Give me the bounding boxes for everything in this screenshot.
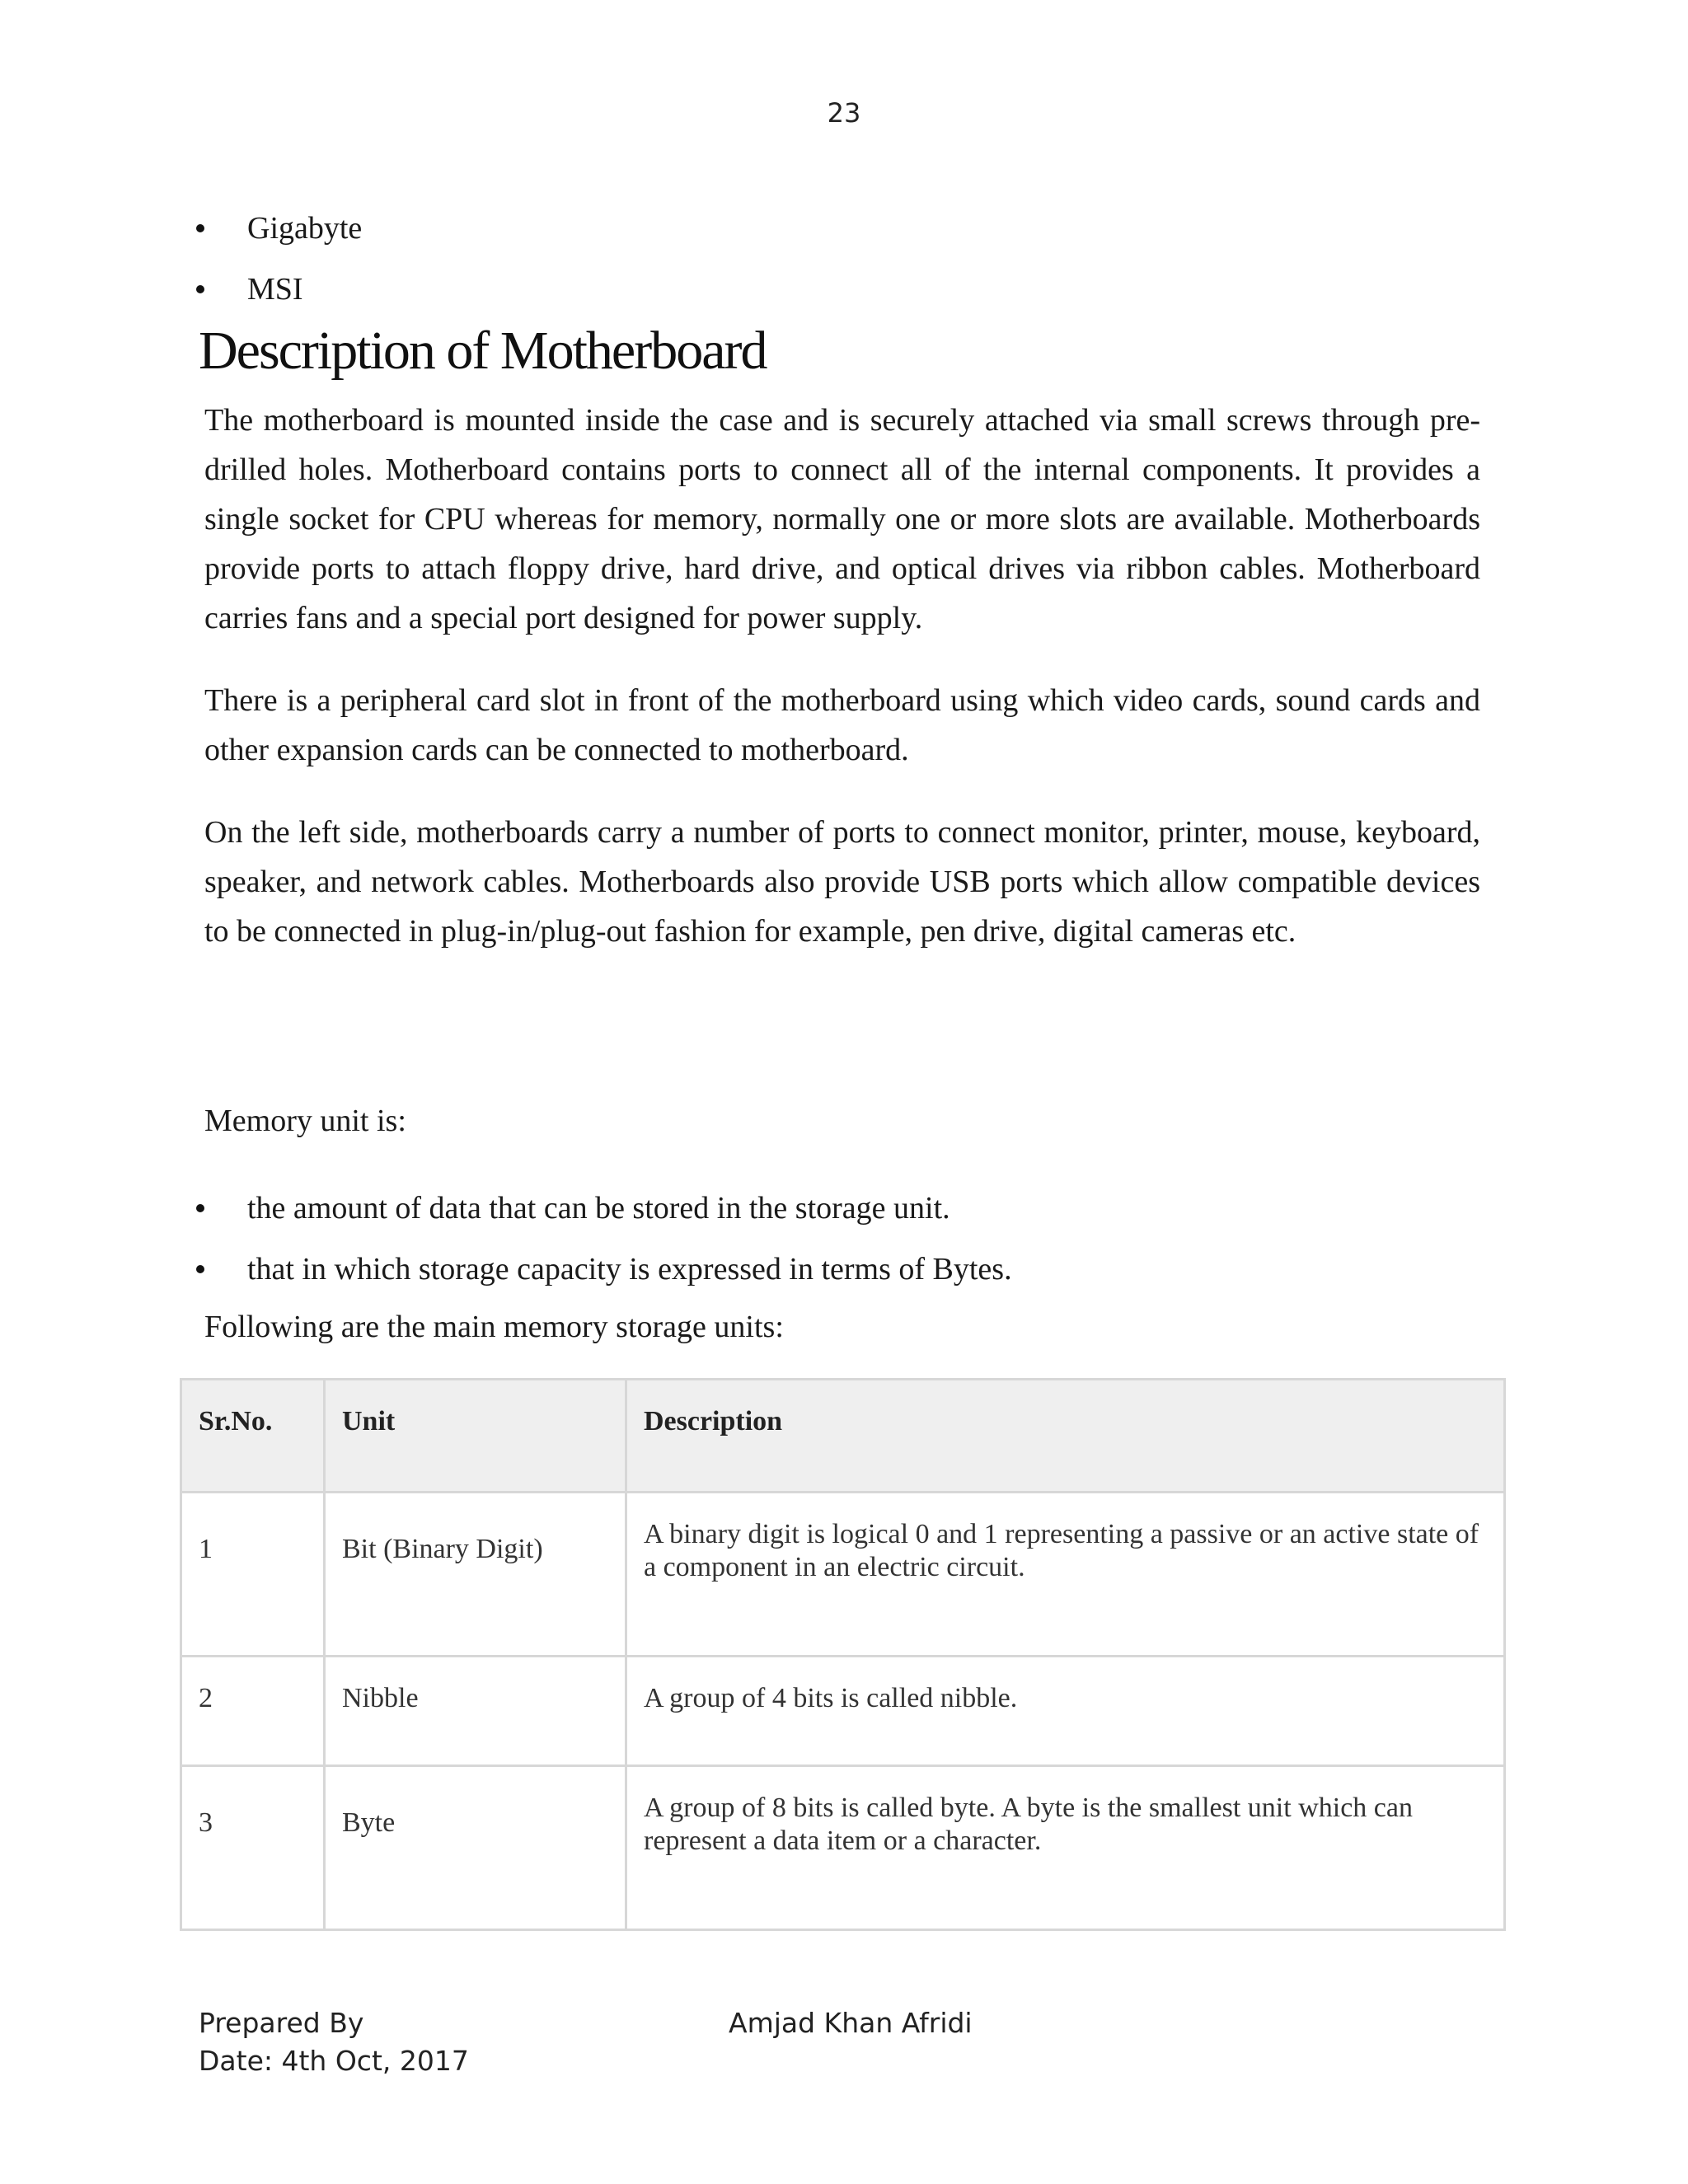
memory-definition-list: [247, 1190, 1012, 1312]
footer-author: Amjad Khan Afridi: [729, 2007, 973, 2039]
list-item: [247, 210, 362, 246]
cell-unit: Byte: [325, 1766, 626, 1930]
cell-unit: Nibble: [325, 1657, 626, 1766]
cell-description: A group of 4 bits is called nibble.: [626, 1657, 1505, 1766]
footer-prepared-by: Prepared By: [199, 2007, 364, 2039]
cell-description: A binary digit is logical 0 and 1 representing a passive or an active state of a component in an electric circuit.: [626, 1493, 1505, 1657]
table-row: [181, 1766, 1505, 1930]
memory-units-table: [180, 1378, 1506, 1931]
list-item: [247, 1190, 1012, 1226]
header-sr-no: Sr.No.: [181, 1380, 325, 1493]
table-intro: Following are the main memory storage units:: [204, 1310, 784, 1344]
cell-sr-no: 2: [181, 1657, 325, 1766]
cell-sr-no: 3: [181, 1766, 325, 1930]
memory-intro: Memory unit is:: [204, 1104, 406, 1138]
paragraph-peripheral-slot: There is a peripheral card slot in front of the motherboard using which video cards, sound cards and other expansion cards can be connected to motherboard.: [204, 683, 1480, 767]
list-item-text: Gigabyte: [247, 211, 363, 246]
table-row: [181, 1657, 1505, 1766]
list-item-text: that in which storage capacity is expressed in terms of Bytes.: [247, 1252, 1012, 1286]
header-description: Description: [626, 1380, 1505, 1493]
footer-date: Date: 4th Oct, 2017: [199, 2045, 469, 2077]
bullet-icon: [196, 1204, 204, 1212]
footer-left: [199, 2004, 469, 2080]
page-number: 23: [827, 97, 861, 129]
header-unit: Unit: [325, 1380, 626, 1493]
paragraph-ports: On the left side, motherboards carry a number of ports to connect monitor, printer, mouse, keyboard, speaker, and network cables. Motherboards also provide USB ports which allow compatible devices to be connected in plug-in/plug-out fashion for example, pen drive, digital cameras etc.: [204, 815, 1480, 949]
section-heading: Description of Motherboard: [199, 321, 767, 381]
cell-unit: Bit (Binary Digit): [325, 1493, 626, 1657]
list-item: [247, 271, 362, 307]
paragraph-motherboard-mounting: The motherboard is mounted inside the case and is securely attached via small screws through pre-drilled holes. Motherboard contains ports to connect all of the internal components. It provides a single socket for CPU whereas for memory, normally one or more slots are available. Motherboards provide ports to attach floppy drive, hard drive, and optical drives via ribbon cables. Motherboard carries fans and a special port designed for power supply.: [204, 403, 1480, 635]
table-header-row: [181, 1380, 1505, 1493]
bullet-icon: [196, 224, 204, 232]
table-row: [181, 1493, 1505, 1657]
list-item-text: the amount of data that can be stored in the storage unit.: [247, 1191, 950, 1226]
cell-description: A group of 8 bits is called byte. A byte is the smallest unit which can represent a data item or a character.: [626, 1766, 1505, 1930]
bullet-icon: [196, 1265, 204, 1273]
cell-sr-no: 1: [181, 1493, 325, 1657]
list-item-text: MSI: [247, 272, 303, 307]
bullet-icon: [196, 285, 204, 293]
list-item: [247, 1251, 1012, 1287]
brand-list: [247, 210, 362, 332]
